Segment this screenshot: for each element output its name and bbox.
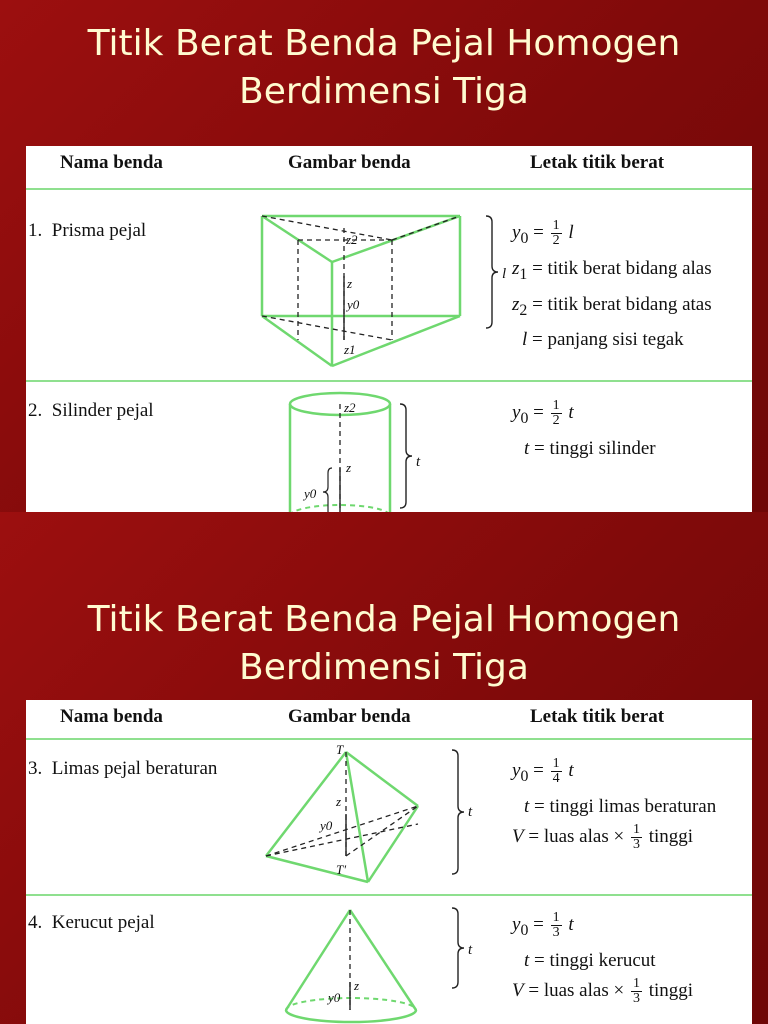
- row-number: 4.: [28, 912, 43, 933]
- row-cone-label: [28, 912, 155, 934]
- pyramid-label-y: y0: [320, 818, 333, 833]
- title-line-2: Berdimensi Tiga: [239, 71, 529, 112]
- cylinder-label-mid: z: [346, 460, 352, 475]
- row-prisma-label: [28, 220, 146, 242]
- cylinder-formula: [512, 398, 656, 464]
- cylinder-figure: [276, 386, 476, 512]
- header-name: Nama benda: [60, 152, 163, 173]
- row-cylinder-label: [28, 400, 154, 422]
- prism-label-height: l: [502, 266, 507, 282]
- cone-formula: [512, 910, 693, 1006]
- header-position: Letak titik berat: [530, 706, 665, 727]
- cone-formula-main: $y_0$ = $\frac{1}{3}$ t: [512, 910, 574, 941]
- row-number: 2.: [28, 400, 43, 421]
- title-line-1: Titik Berat Benda Pejal Homogen: [87, 23, 681, 64]
- prism-label-bottom: z1: [344, 342, 356, 357]
- prism-label-mid: z: [347, 276, 353, 291]
- header-image: Gambar benda: [288, 706, 411, 727]
- title-line-1: Titik Berat Benda Pejal Homogen: [87, 599, 681, 640]
- header-position: Letak titik berat: [530, 152, 665, 173]
- row-number: 1.: [28, 220, 43, 241]
- cylinder-note-t: t = tinggi silinder: [524, 437, 656, 459]
- row-number: 3.: [28, 758, 43, 779]
- slide-title: [0, 596, 768, 692]
- cylinder-label-height: t: [416, 454, 421, 470]
- pyramid-label-apex: T: [336, 742, 344, 757]
- row-name: Limas pejal beraturan: [51, 758, 218, 779]
- prism-note-l: l = panjang sisi tegak: [522, 329, 684, 351]
- pyramid-label-mid: z: [336, 794, 342, 809]
- prism-note-z2: $z_2$ = titik berat bidang atas: [512, 293, 712, 319]
- header-name: Nama benda: [60, 706, 163, 727]
- cone-label-height: t: [468, 942, 473, 958]
- prism-formula: [512, 218, 712, 355]
- title-line-2: Berdimensi Tiga: [239, 647, 529, 688]
- row-rule: [26, 380, 752, 382]
- row-rule: [26, 894, 752, 896]
- centroid-table: [26, 700, 752, 1024]
- row-pyramid-label: [28, 758, 217, 780]
- cone-note-v: V = luas alas × $\frac{1}{3}$ tinggi: [512, 975, 694, 1006]
- prism-figure: [246, 206, 516, 376]
- prism-formula-main: $y_0$ = $\frac{1}{2}$ l: [512, 218, 574, 249]
- cylinder-label-y: y0: [304, 486, 317, 501]
- row-name: Silinder pejal: [51, 400, 154, 421]
- pyramid-label-height: t: [468, 804, 473, 820]
- cone-label-mid: z: [354, 978, 360, 993]
- row-name: Prisma pejal: [51, 220, 147, 241]
- pyramid-figure: [260, 744, 500, 894]
- cone-label-y: y0: [328, 990, 341, 1005]
- prism-label-y: y0: [347, 297, 360, 312]
- pyramid-label-base: T': [336, 862, 347, 877]
- header-rule: [26, 738, 752, 740]
- slide-title: [0, 20, 768, 116]
- pyramid-note-v: V = luas alas × $\frac{1}{3}$ tinggi: [512, 821, 694, 852]
- cylinder-formula-main: $y_0$ = $\frac{1}{2}$ t: [512, 398, 574, 429]
- pyramid-formula-main: $y_0$ = $\frac{1}{4}$ t: [512, 756, 574, 787]
- cone-note-t: t = tinggi kerucut: [524, 949, 656, 971]
- header-rule: [26, 188, 752, 190]
- row-name: Kerucut pejal: [51, 912, 155, 933]
- header-image: Gambar benda: [288, 152, 411, 173]
- cone-figure: [280, 902, 500, 1024]
- prism-label-top: z2: [346, 232, 358, 247]
- pyramid-note-t: t = tinggi limas beraturan: [524, 795, 717, 817]
- cylinder-label-top: z2: [344, 400, 356, 415]
- pyramid-formula: [512, 756, 716, 852]
- centroid-table: [26, 146, 752, 512]
- prism-note-z1: $z_1$ = titik berat bidang alas: [512, 257, 712, 283]
- slide-2: [0, 512, 768, 1024]
